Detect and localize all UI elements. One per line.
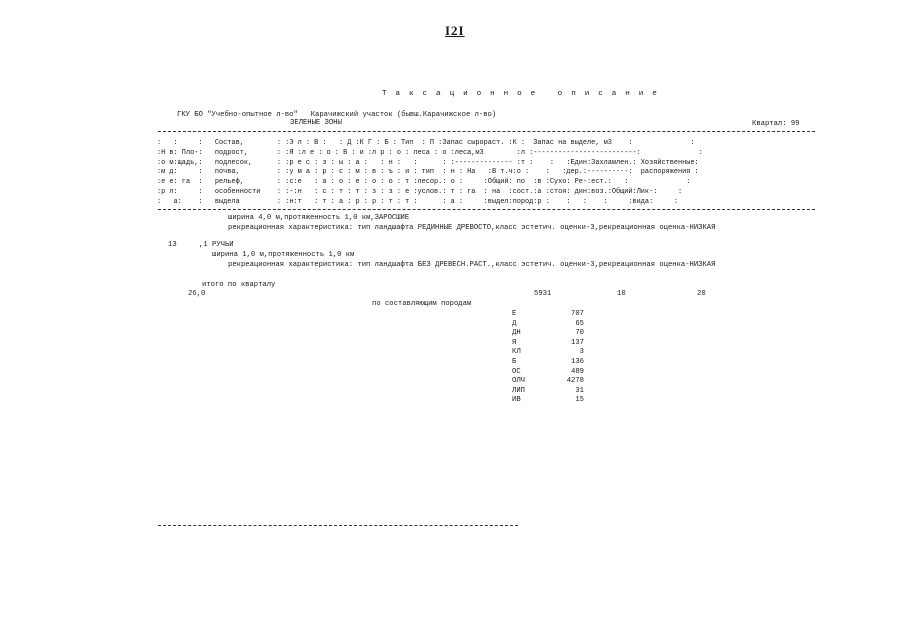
plot-area: ,1	[199, 241, 208, 249]
table-header-line: :р л: : особенности : :-:н : с : т : т : з : з : е :услов.: т : га : на :сост.:а :стоя: дин:воз.:Общий:Лик-: :	[157, 188, 683, 196]
species-name: ОС	[512, 367, 521, 376]
species-name: Я	[512, 338, 517, 347]
totals-stock: 5931	[534, 290, 552, 298]
recreation-line-1: рекреационная характеристика: тип ландшафта РЕДИННЫЕ ДРЕВОСТО,класс эстетич. оценки-3,рекреационная оценка-НИЗКАЯ	[228, 224, 716, 232]
table-header-line: :о м:щадь,: подлесок, : :р е с : з : ы : а : : н : : : :-------------- :т : : :Един:Захламлен.: Хозяйственные:	[157, 158, 699, 167]
totals-area: 26,0	[188, 290, 206, 298]
quarter-label: Квартал: 99	[752, 120, 800, 128]
recreation-line-2: рекреационная характеристика: тип ландшафта БЕЗ ДРЕВЕСН.РАСТ.,класс эстетич. оценки-3,рекреационная оценка-НИЗКАЯ	[228, 261, 716, 269]
section-width-line: ширина 4,0 м,протяженность 1,0 км,ЗАРОСШИЕ	[228, 214, 410, 222]
page-number: I2I	[445, 23, 465, 38]
species-name: Д	[512, 319, 517, 328]
table-header-line: : : : Состав, : :Э л : В : : Д :К Г : Б : Тип : П :Запас сырораст. :К : Запас на выделе, м3 : :	[157, 139, 695, 147]
species-name: Б	[512, 358, 517, 366]
document-title: Т а к с а ц и о н н о е о п и с а н и е	[382, 90, 660, 98]
species-name: ОЛЧ	[512, 377, 525, 386]
zone-label: ЗЕЛЕНЫЕ ЗОНЫ	[290, 119, 342, 127]
species-name: ИВ	[512, 396, 521, 405]
table-header-line: :Н в: Пло-: подрост, : :Я :л е : о : В : и :л р : о : леса : о :леса,м3 :л :-------------------------: :	[157, 148, 703, 157]
species-value: 31	[575, 386, 584, 395]
species-name: КЛ	[512, 348, 521, 357]
plot-name: РУЧЬИ	[212, 241, 234, 249]
species-value: 707	[571, 310, 584, 318]
section-width-line-2: ширина 1,0 м,протяженность 1,0 км	[212, 251, 355, 259]
species-value: 3	[579, 348, 584, 357]
species-value: 4278	[566, 377, 584, 386]
species-value: 15	[575, 396, 584, 405]
totals-col3: 20	[697, 290, 706, 298]
plot-number: 13	[168, 241, 177, 249]
species-name: Е	[512, 310, 517, 318]
table-header-line: :е е: га : рельеф, : :с:е : а : о : е : о : о : т :лесор.: о : :Общий: по :в :Сухо: Ре-:ест.: : :	[157, 178, 691, 187]
table-header-line: :м д: : почва, : :у м а : р : с : м : в : ъ : и : тип : н : На :В т.ч:о : : :дер.:----------: распоряжения :	[157, 168, 699, 177]
by-species-label: по составляющим породам	[372, 300, 472, 308]
species-value: 65	[575, 319, 584, 328]
species-value: 136	[571, 358, 584, 366]
header-top-rule	[158, 131, 815, 132]
species-value: 489	[571, 367, 584, 376]
species-name: ДН	[512, 329, 521, 338]
page-bottom-rule	[158, 525, 518, 526]
organization-line: ГКУ БО "Учебно-опытное л-во" Карачижский участок (бывш.Карачижское л-во)	[177, 111, 497, 119]
table-header-line: : а: : выдела : :н:т : т : а : р : р : т : т : : а : :выдел:пород:р : : : : :вида: :	[157, 197, 679, 206]
totals-col2: 10	[617, 290, 626, 298]
header-bottom-rule	[158, 209, 815, 210]
species-name: ЛИП	[512, 386, 525, 395]
species-value: 137	[571, 338, 584, 347]
totals-label: итого по кварталу	[202, 281, 276, 289]
species-value: 70	[575, 329, 584, 338]
